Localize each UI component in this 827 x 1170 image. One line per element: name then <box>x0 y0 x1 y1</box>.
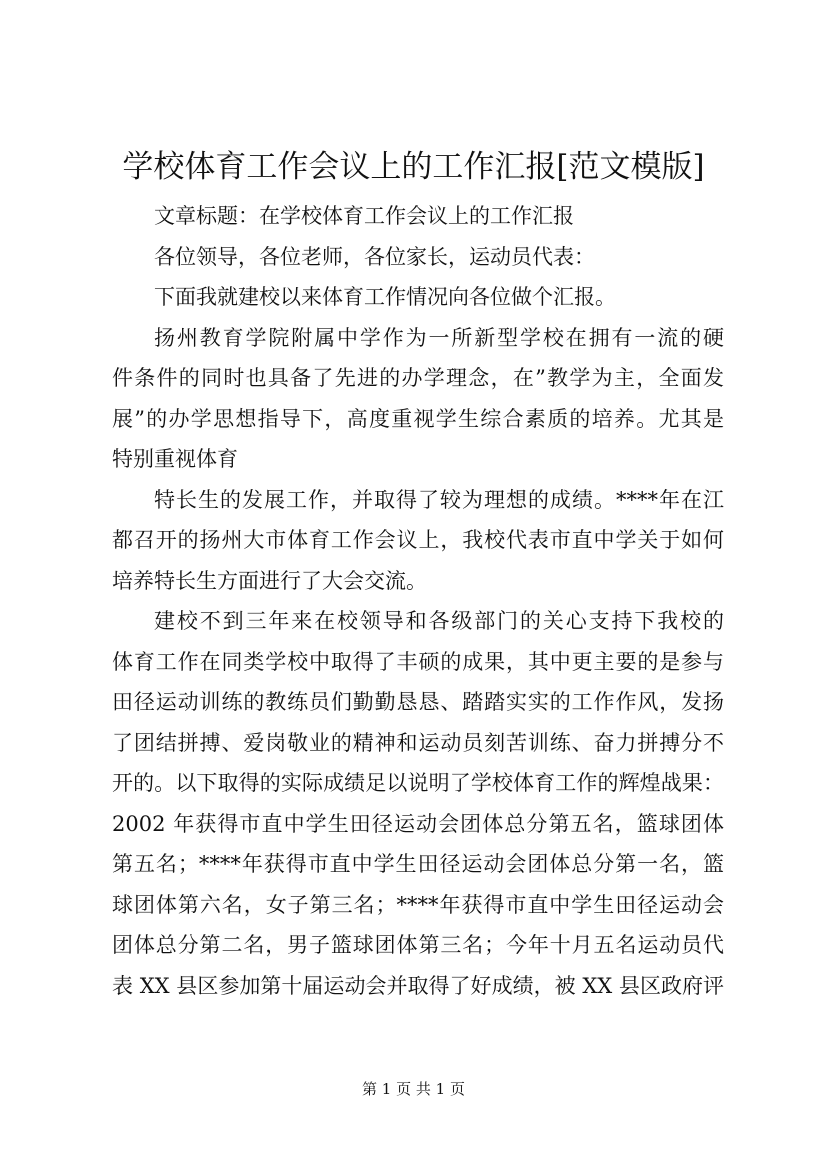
page-footer: 第 1 页 共 1 页 <box>362 1080 465 1098</box>
body-line: 团体总分第二名，男子篮球团体第三名；今年十月五名运动员代 <box>112 933 724 957</box>
body-line: 特别重视体育 <box>112 447 238 471</box>
body-line: 展”的办学思想指导下，高度重视学生综合素质的培养。尤其是 <box>112 406 724 431</box>
body-line: 特长生的发展工作，并取得了较为理想的成绩。****年在江 <box>154 487 724 512</box>
body-line: 田径运动训练的教练员们勤勤恳恳、踏踏实实的工作作风，发扬 <box>112 690 724 714</box>
body-line: 培养特长生方面进行了大会交流。 <box>112 568 427 593</box>
body-line: 建校不到三年来在校领导和各级部门的关心支持下我校的 <box>154 609 724 633</box>
body-line: 各位领导，各位老师，各位家长，运动员代表： <box>154 244 595 269</box>
document-title: 学校体育工作会议上的工作汇报[范文模版] <box>122 149 705 185</box>
document-body <box>112 196 724 1006</box>
body-line: 下面我就建校以来体育工作情况向各位做个汇报。 <box>154 285 616 309</box>
body-line: 件条件的同时也具备了先进的办学理念，在”教学为主，全面发 <box>112 366 724 390</box>
body-line: 2002 年获得市直中学生田径运动会团体总分第五名，篮球团体 <box>112 811 724 836</box>
body-line: 了团结拼搏、爱岗敬业的精神和运动员刻苦训练、奋力拼搏分不 <box>112 730 724 755</box>
body-line: 开的。以下取得的实际成绩足以说明了学校体育工作的辉煌战果： <box>112 771 724 795</box>
body-line: 表 XX 县区参加第十届运动会并取得了好成绩，被 XX 县区政府评 <box>112 973 724 998</box>
body-line: 体育工作在同类学校中取得了丰硕的成果，其中更主要的是参与 <box>112 649 724 674</box>
body-line: 都召开的扬州大市体育工作会议上，我校代表市直中学关于如何 <box>112 528 724 552</box>
body-line: 文章标题：在学校体育工作会议上的工作汇报 <box>154 204 574 228</box>
body-line: 球团体第六名，女子第三名；****年获得市直中学生田径运动会 <box>112 892 724 917</box>
body-line: 扬州教育学院附属中学作为一所新型学校在拥有一流的硬 <box>154 325 724 350</box>
body-line: 第五名；****年获得市直中学生田径运动会团体总分第一名，篮 <box>112 852 724 876</box>
